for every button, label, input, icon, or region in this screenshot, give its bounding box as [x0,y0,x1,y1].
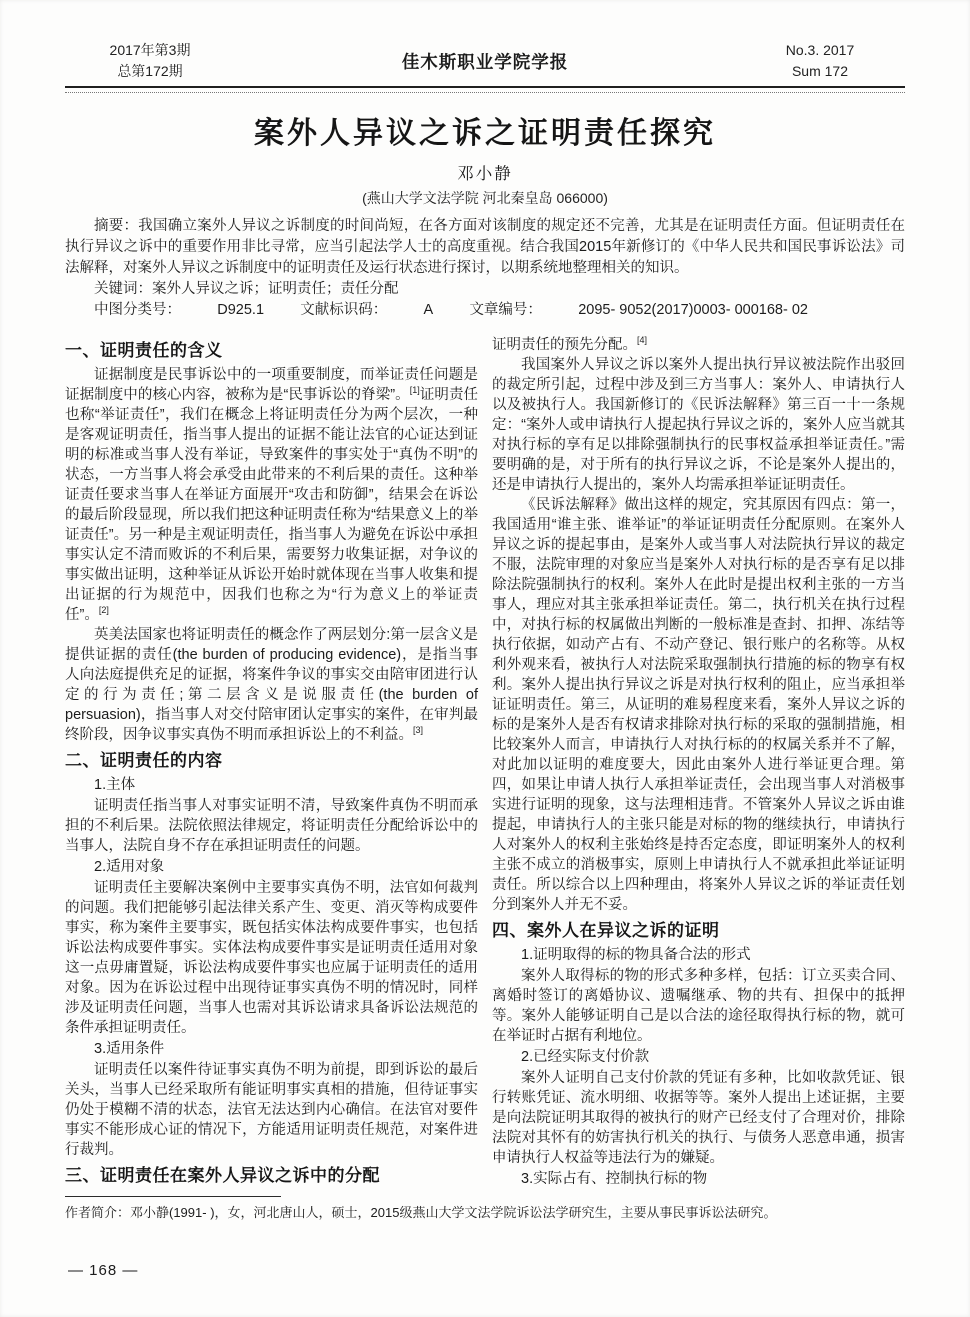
body-paragraph: 证据制度是民事诉讼中的一项重要制度，而举证责任问题是证据制度中的核心内容，被称为是“民事诉讼的脊梁”。[1]证明责任也称“举证责任”，我们在概念上将证明责任分为两个层次，一种是客观证明责任，指当事人提出的证据不能让法官的心证达到证明的标准或当事人没有举证，导致案件的事实处于“真伪不明”的状态，一方当事人将会承受由此带来的不利后果的责任。这种举证责任要求当事人在举证方面展开“攻击和防御”，结果会在诉讼的最后阶段显现，所以我们把这种证明责任称为“结果意义上的举证责任”。另一种是主观证明责任，指当事人为避免在诉讼中承担事实认定不清而败诉的不利后果，需要努力收集证据，对争议的事实做出证明，这种举证从诉讼开始时就体现在当事人收集和提出证据的行为规范中，因我们也称之为“行为意义上的举证责任”。[2] [65,367,479,623]
footnote-area [65,1196,905,1222]
abstract-label: 摘要： [94,218,139,234]
sub-heading: 1.证明取得的标的物具备合法的形式 [521,947,751,963]
journal-name: 佳木斯职业学院学报 [401,51,569,72]
sub-heading: 2.适用对象 [94,859,165,875]
sub-heading: 1.主体 [94,777,136,793]
section-heading: 四、案外人在异议之诉的证明 [492,921,720,940]
issue-year-line: 2017年第3期 [109,42,191,58]
sub-heading: 3.适用条件 [94,1041,165,1057]
clc-number: 中图分类号： D925.1 [94,302,265,318]
journal-header [65,40,905,82]
body-paragraph: 我国案外人异议之诉以案外人提出执行异议被法院作出驳回的裁定所引起，过程中涉及到三方当事人：案外人、申请执行人以及被执行人。我国新修订的《民诉法解释》第三百一十一条规定：“案外人或申请执行人提起执行异议之诉的，案外人应当就其对执行标的享有足以排除强制执行的民事权益承担举证责任。”需要明确的是，对于所有的执行异议之诉，不论是案外人提出的，还是申请执行人提出的，案外人均需承担举证证明责任。 [492,357,905,493]
author-bio: 作者简介：邓小静(1991- )，女，河北唐山人，硕士，2015级燕山大学文法学院诉讼法学研究生，主要从事民事诉讼法研究。 [65,1205,777,1220]
body-paragraph: 证明责任的预先分配。[4] [492,335,648,353]
left-column [65,335,478,1191]
body-paragraph: 案外人证明自己支付价款的凭证有多种，比如收款凭证、银行转账凭证、流水明细、收据等等。案外人提出上述证据，主要是向法院证明其取得的被执行的财产已经支付了合理对价，排除法院对其怀有的妨害执行机关的执行、与债务人恶意串通，损害申请执行人权益等违法行为的嫌疑。 [492,1070,905,1166]
keywords-line [65,279,905,300]
body-paragraph: 证明责任主要解决案例中主要事实真伪不明，法官如何裁判的问题。我们把能够引起法律关系产生、变更、消灭等构成要件事实，称为案件主要事实，既包括实体法构成要件事实，也包括诉讼法构成要件事实。实体法构成要件事实是证明责任适用对象这一点毋庸置疑，诉讼法构成要件事实也应属于证明责任的适用对象。因为在诉讼过程中出现待证事实真伪不明的情况时，同样涉及证明责任问题，当事人也需对其诉讼请求具备诉讼法规范的条件承担证明责任。 [65,880,478,1036]
abstract-paragraph [65,216,905,279]
body-paragraph: 证明责任指当事人对事实证明不清，导致案件真伪不明而承担的不利后果。法院依照法律规定，将证明责任分配给诉讼中的当事人，法院自身不存在承担证明责任的问题。 [65,798,478,854]
body-paragraph: 证明责任以案件待证事实真伪不明为前提，即到诉讼的最后关头，当事人已经采取所有能证明事实真相的措施，但待证事实仍处于模糊不清的状态，法官无法达到内心确信。在法官对要件事实不能形成心证的情况下，方能适用证明责任规范，对案件进行裁判。 [65,1062,478,1158]
article-title: 案外人异议之诉之证明责任探究 [254,117,716,150]
issue-info-right [735,40,905,82]
issue-sum-line: Sum 172 [791,63,849,79]
section-heading: 三、证明责任在案外人异议之诉中的分配 [65,1166,380,1185]
article-number: 文章编号： 2095- 9052(2017)0003- 000168- 02 [469,302,808,318]
citation-ref: [3] [413,725,424,736]
body-paragraph: 《民诉法解释》做出这样的规定，究其原因有四点：第一，我国适用“谁主张、谁举证”的举证证明责任分配原则。在案外人异议之诉的提起事由，是案外人或当事人对法院执行异议的裁定不服，法院审理的对象应当是案外人对执行标的是否享有足以排除法院强制执行的权利。案外人在此时是提出权利主张的一方当事人，理应对其主张承担举证责任。第二，执行机关在执行过程中，对执行标的权属做出判断的一般标准是查封、扣押、冻结等执行依据，如动产占有、不动产登记、银行账户的名称等。从权利外观来看，被执行人对法院采取强制执行措施的标的物享有权利。案外人提出执行异议之诉是对执行权利的阻止，应当承担举证证明责任。第三，从证明的难易程度来看，案外人异议之诉的标的是案外人是否有权请求排除对执行标的采取的强制措施，相比较案外人而言，申请执行人对执行标的的权属关系并不了解，对此加以证明的难度要大，因此由案外人进行举证更合理。第四，如果让申请人执行人承担举证责任，会出现当事人对消极事实进行证明的现象，这与法理相违背。不管案外人异议之诉由谁提起，申请执行人的主张只能是对标的物的继续执行，申请执行人对案外人的权利主张始终是持否定态度，即证明案外人的权利主张不成立的消极事实，原则上申请执行人不就承担此举证证明责任。所以综合以上四种理由，将案外人异议之诉的举证责任划分到案外人并无不妥。 [492,497,905,913]
body-paragraph [65,1190,478,1191]
classification-line [65,300,905,321]
right-column [492,335,905,1191]
body-paragraph: 英美法国家也将证明责任的概念作了两层划分:第一层含义是提供证据的责任(the burden of producing evidence)，是指当事人向法庭提供充足的证据，将案件争议的事实交由陪审团进行认定的行为责任;第二层含义是说服责任(the burden of persuasion)，指当事人对交付陪审团认定事实的案件，在审判最终阶段，因争议事实真伪不明而承担诉讼上的不利益。[3] [65,627,478,743]
citation-ref: [1] [409,385,420,396]
section-heading: 二、证明责任的内容 [65,751,223,770]
footnote-divider [65,1196,281,1197]
header-divider [65,86,905,93]
keywords-label: 关键词： [94,281,152,297]
citation-ref: [2] [98,605,109,616]
issue-info-left [65,40,235,82]
keywords-text: 案外人异议之诉；证明责任；责任分配 [152,281,399,297]
section-heading: 一、证明责任的含义 [65,341,223,360]
sub-heading: 3.实际占有、控制执行标的物 [521,1171,708,1187]
page-number: — 168 — [68,1262,139,1279]
article-author: 邓小静 [457,165,513,183]
article-meta [65,216,905,321]
article-body [65,335,905,1191]
issue-number-line: No.3. 2017 [785,42,855,58]
abstract-text: 我国确立案外人异议之诉制度的时间尚短，在各方面对该制度的规定还不完善，尤其是在证明责任方面。但证明责任在执行异议之诉中的重要作用非比寻常，应当引起法学人士的高度重视。结合我国2015年新修订的《中华人民共和国民事诉讼法》司法解释，对案外人异议之诉制度中的证明责任及运行状态进行探讨，以期系统地整理相关的知识。 [65,218,905,276]
sub-heading: 2.已经实际支付价款 [521,1049,650,1065]
issue-total-line: 总第172期 [117,63,183,79]
document-code: 文献标识码： A [300,302,434,318]
citation-ref: [4] [637,335,648,346]
body-paragraph: 案外人取得标的物的形式多种多样，包括：订立买卖合同、离婚时签订的离婚协议、遗嘱继承、物的共有、担保中的抵押等。案外人能够证明自己是以合法的途径取得执行标的物，就可在举证时占据有利地位。 [492,968,905,1044]
article-affiliation: (燕山大学文法学院 河北秦皇岛 066000) [362,190,608,206]
